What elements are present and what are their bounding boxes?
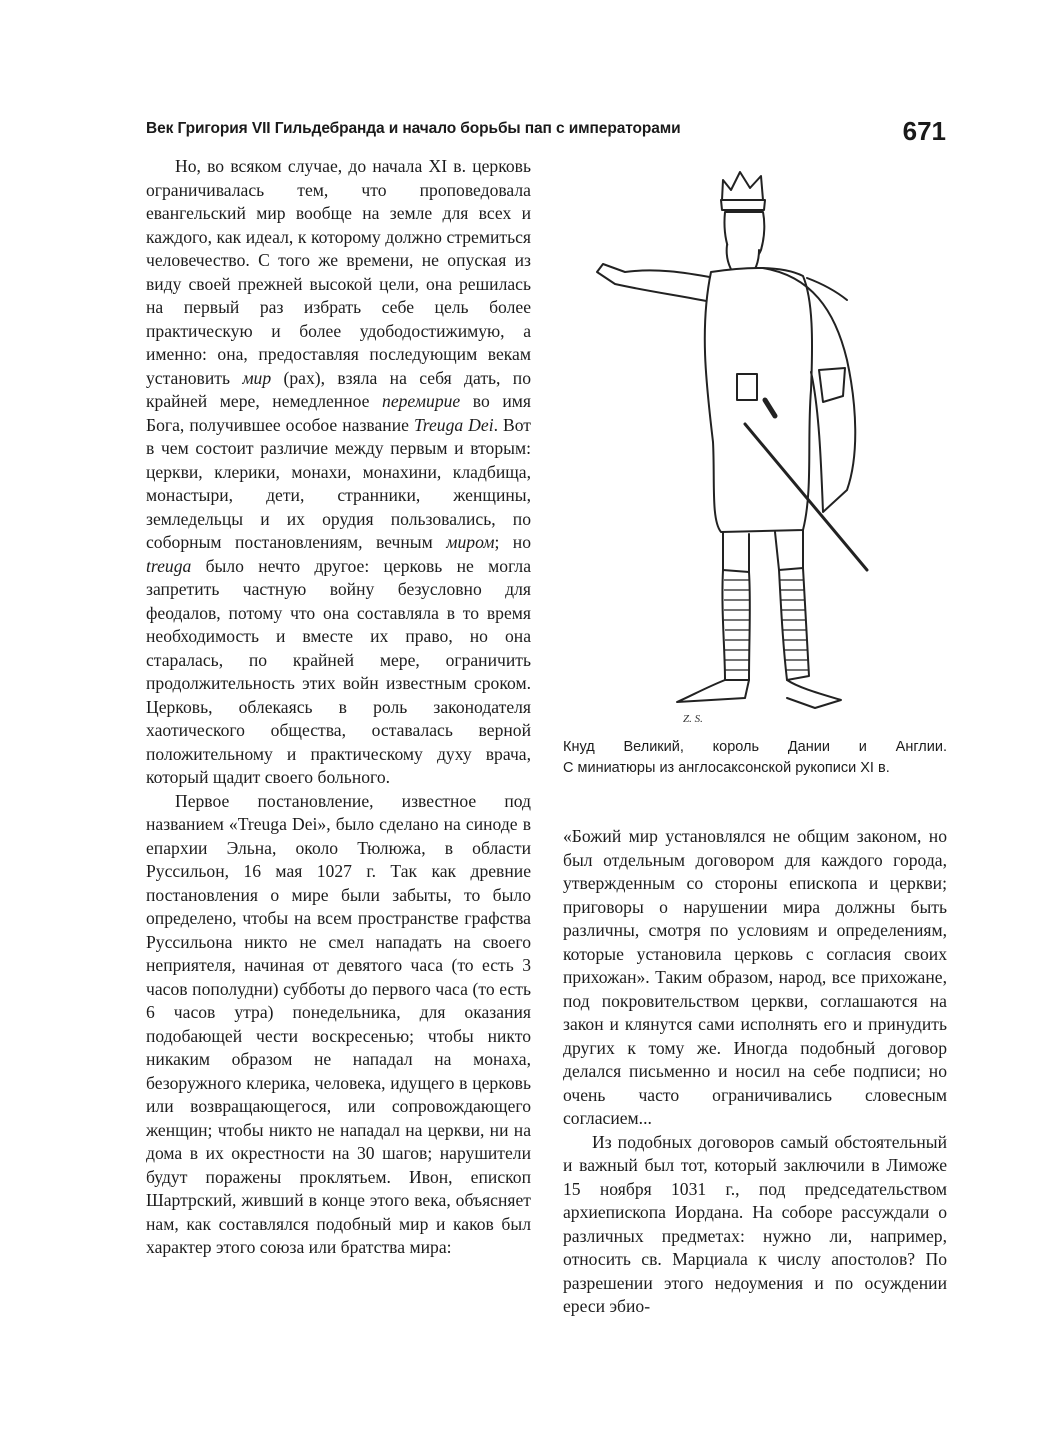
paragraph: Первое постановление, известное под названием «Treuga Dei», было сделано на синоде в епархии Эльна, около Тюлюжа, в области Руссильон, 16 мая 1027 г. Так как древние постановления о мире были забыты, то было определено, чтобы на всем пространстве графства Руссильона никто не смел нападать на своего неприятеля, начиная от девятого часа (то есть 3 часов пополудни) субботы до первого часа (то есть 6 часов утра) понедельника, для оказания подобающей чести воскресенью; чтобы никто никаким образом не нападал на монаха, безоружного клерика, человека, идущего в церковь или возвращающегося, или сопровождающего женщин; чтобы никто не нападал на церкви, ни на дома в их окрестности на 30 шагов; нарушители будут поражены проклятьем. Ивон, епископ Шартрский, живший в конце этого века, объясняет нам, как составлялся подобный мир и каков был характер этого союза или братства мира:: [146, 790, 531, 1257]
paragraph: Из подобных договоров самый обстоятельный и важный был тот, который заключили в Лиможе 15 ноября 1031 г., под председательством архиепископа Иордана. На соборе рассуждали о различных предметах: нужно ли, например, относить св. Марциала к числу апостолов? По разрешении этого недоумения и по осуждении ереси эбио-: [563, 1131, 947, 1316]
figure-caption: [563, 737, 947, 779]
illustrator-signature: Z. S.: [683, 713, 703, 725]
figure-illustration: [575, 160, 875, 730]
paragraph: Но, во всяком случае, до начала XI в. церковь ограничивалась тем, что проповедовала евангельский мир вообще на земле для всех и каждого, как идеал, к которому должно стремиться человечество. С того же времени, не опуская из виду своей прежней высокой цели, она решилась на первый раз избрать себе цель более практическую и более удободостижимую, а именно: она, предоставляя последующим векам установить мир (pax), взяла на себя дать, по крайней мере, немедленное перемирие во имя Бога, получившее особое название Treuga Dei. Вот в чем состоит различие между первым и вторым: церкви, клерики, монахи, монахини, кладбища, монастыри, дети, странники, женщины, земледельцы и их орудия пользовались, по соборным постановлениям, вечным миром; но treuga было нечто другое: церковь не могла запретить частную войну безусловно для феодалов, потому что она составляла в то время необходимость и вместе их право, но она старалась, по крайней мере, ограничить продолжительность этих войн известным сроком. Церковь, облекаясь в роль законодателя хаотического общества, оставалась верной положительному и практическому духу врача, который щадит своего больного.: [146, 156, 532, 787]
left-column: [146, 155, 531, 1260]
page-header: [146, 116, 946, 150]
caption-line: Кнуд Великий, король Дании и Англии.: [563, 739, 947, 755]
caption-line: С миниатюры из англосаксонской рукописи XI в.: [563, 760, 890, 776]
paragraph: «Божий мир установлялся не общим законом, но был отдельным договором для каждого города, утвержденным со стороны епископа и церкви; приговоры о нарушении мира должны быть различны, смотря по условиям и определениям, которые установила церковь с согласия своих прихожан». Таким образом, народ, все прихожане, под покровительством церкви, соглашаются на закон и клянутся сами исполнять его и принудить других к тому же. Иногда подобный договор делался письменно и носил на себе подписи; но очень часто ограничивались словесным согласием...: [563, 826, 947, 1128]
running-title: Век Григория VII Гильдебранда и начало борьбы пап с императорами: [146, 120, 681, 137]
page-number: 671: [902, 116, 946, 146]
king-illustration: [575, 160, 875, 730]
right-column: [563, 825, 947, 1319]
